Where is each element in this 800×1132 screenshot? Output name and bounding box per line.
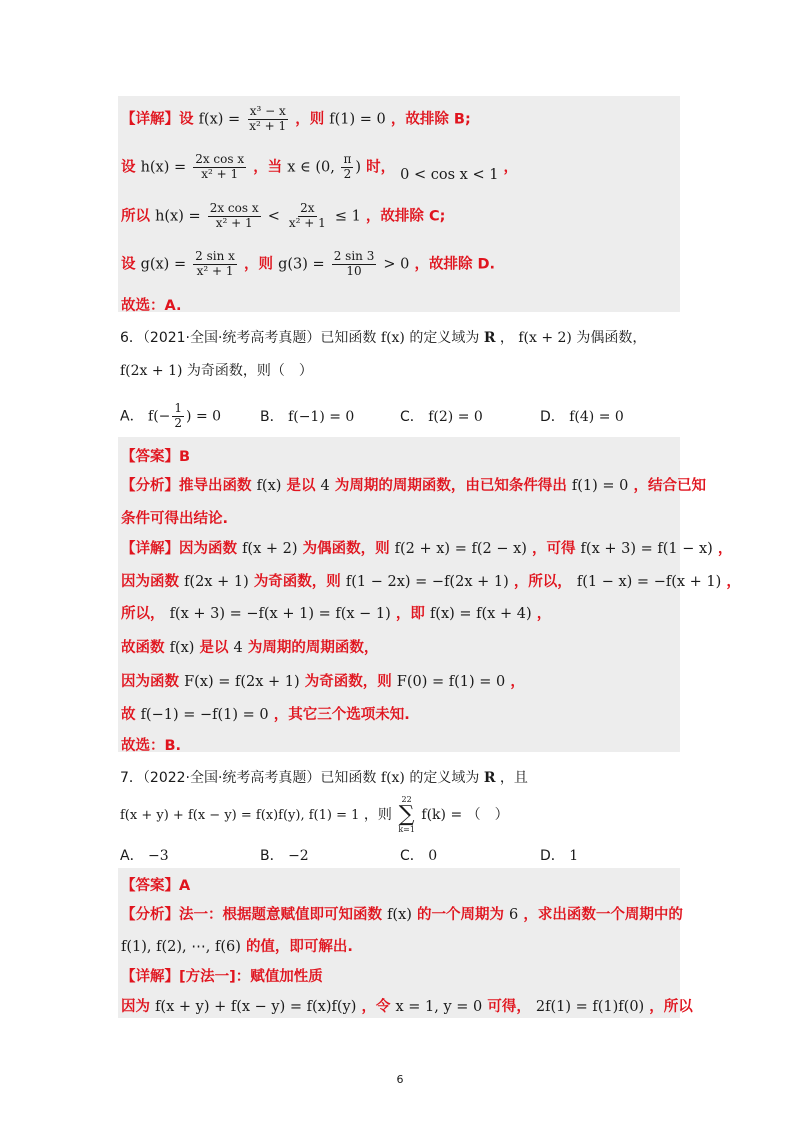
fraction: $\frac{\pi}{2}$ xyxy=(343,152,352,181)
sol6-detail-3: 所以， f(x + 3) = −f(x + 1) = f(x − 1) ，即 f(x) = f(x + 4) ， xyxy=(121,606,552,622)
fraction: $\frac{\text{x³ − x}}{\text{x² + 1}}$ xyxy=(249,104,287,133)
q6-line-1: 6．（2021·全国·统考高考真题）已知函数 f(x) 的定义域为 R ， f(x + 2) 为偶函数， xyxy=(120,330,647,346)
q7-option-c: C． 0 xyxy=(400,848,438,864)
fraction: $\frac{2x}{\text{x² + 1}}$ xyxy=(288,201,326,230)
q7-option-a: A． −3 xyxy=(120,848,169,864)
q7-option-d: D． 1 xyxy=(540,848,579,864)
fraction: $\frac{\text{2 sin x}}{\text{x² + 1}}$ xyxy=(195,249,235,278)
sol6-answer: 【答案】B xyxy=(121,449,191,465)
sol6-detail-6: 故 f(−1) = −f(1) = 0 ，其它三个选项未知. xyxy=(121,707,410,723)
sol5-line-3: 所以 h(x) = $\frac{\text{2x cos x}}{\text{x² + 1}}$ < $\frac{2x}{\text{x² + 1}}$ ≤ 1 ，故排除 C; xyxy=(121,201,446,230)
sol7-detail-1: 【详解】[方法一]：赋值加性质 xyxy=(121,969,323,985)
q6-option-a: A． f(− $\frac{1}{2}$ ) = 0 xyxy=(120,401,222,430)
q6-option-b: B． f(−1) = 0 xyxy=(260,409,355,425)
q6-option-c: C． f(2) = 0 xyxy=(400,409,483,425)
sol6-detail-1: 【详解】因为函数 f(x + 2) 为偶函数，则 f(2 + x) = f(2 − x) ，可得 f(x + 3) = f(1 − x) ， xyxy=(121,541,733,557)
fraction: $\frac{2 \sin 3}{10}$ xyxy=(333,249,375,278)
q6-option-d: D． f(4) = 0 xyxy=(540,409,624,425)
page-number: 6 xyxy=(396,1073,404,1086)
fraction: $\frac{\text{2x cos x}}{\text{x² + 1}}$ xyxy=(209,201,259,230)
sol7-analysis-1: 【分析】法一：根据题意赋值即可知函数 f(x) 的一个周期为 6 ，求出函数一个周期中的 xyxy=(121,907,683,923)
sol5-line-4: 设 g(x) = $\frac{\text{2 sin x}}{\text{x² + 1}}$ ，则 g(3) = $\frac{2 \sin 3}{10}$ > 0 ，故排除 D. xyxy=(121,249,496,278)
sol6-analysis-2: 条件可得出结论. xyxy=(121,511,229,527)
sol6-detail-5: 因为函数 F(x) = f(2x + 1) 为奇函数，则 F(0) = f(1) = 0 ， xyxy=(121,674,525,690)
sol7-detail-2: 因为 f(x + y) + f(x − y) = f(x)f(y) ，令 x = 1, y = 0 可得， 2f(1) = f(1)f(0) ，所以 xyxy=(121,999,693,1015)
q7-line-2: f(x + y) + f(x − y) = f(x)f(y), f(1) = 1 ，则 22 ∑ k=1 f(k) = （ ） xyxy=(120,795,509,834)
sol7-analysis-2: f(1), f(2), ⋯, f(6) 的值，即可解出. xyxy=(121,939,353,955)
sol5-line-5: 故选：A. xyxy=(121,298,182,314)
fraction: $\frac{\text{2x cos x}}{\text{x² + 1}}$ xyxy=(195,152,245,181)
sol6-detail-7: 故选：B. xyxy=(121,738,182,754)
sol6-analysis-1: 【分析】推导出函数 f(x) 是以 4 为周期的周期函数，由已知条件得出 f(1) = 0 ，结合已知 xyxy=(121,478,706,494)
sol7-answer: 【答案】A xyxy=(121,878,191,894)
fraction: $\frac{1}{2}$ xyxy=(174,401,183,430)
summation: 22 ∑ k=1 xyxy=(398,795,415,834)
q6-line-2: f(2x + 1) 为奇函数，则（ ） xyxy=(120,363,313,379)
sol6-detail-2: 因为函数 f(2x + 1) 为奇函数，则 f(1 − 2x) = −f(2x + 1) ，所以， f(1 − x) = −f(x + 1) ， xyxy=(121,574,741,590)
q7-option-b: B． −2 xyxy=(260,848,309,864)
sol5-line-2: 设 h(x) = $\frac{\text{2x cos x}}{\text{x² + 1}}$ ，当 x ∈ (0, $\frac{\pi}{2}$ ) 时， 0 < cos x < 1 ， xyxy=(121,152,518,184)
sol6-detail-4: 故函数 f(x) 是以 4 为周期的周期函数， xyxy=(121,640,379,656)
q7-line-1: 7．（2022·全国·统考高考真题）已知函数 f(x) 的定义域为 R ，且 xyxy=(120,770,528,786)
sol5-line-1: 【详解】设 f(x) = $\frac{\text{x³ − x}}{\text{x² + 1}}$ ，则 f(1) = 0 ，故排除 B; xyxy=(121,104,471,133)
